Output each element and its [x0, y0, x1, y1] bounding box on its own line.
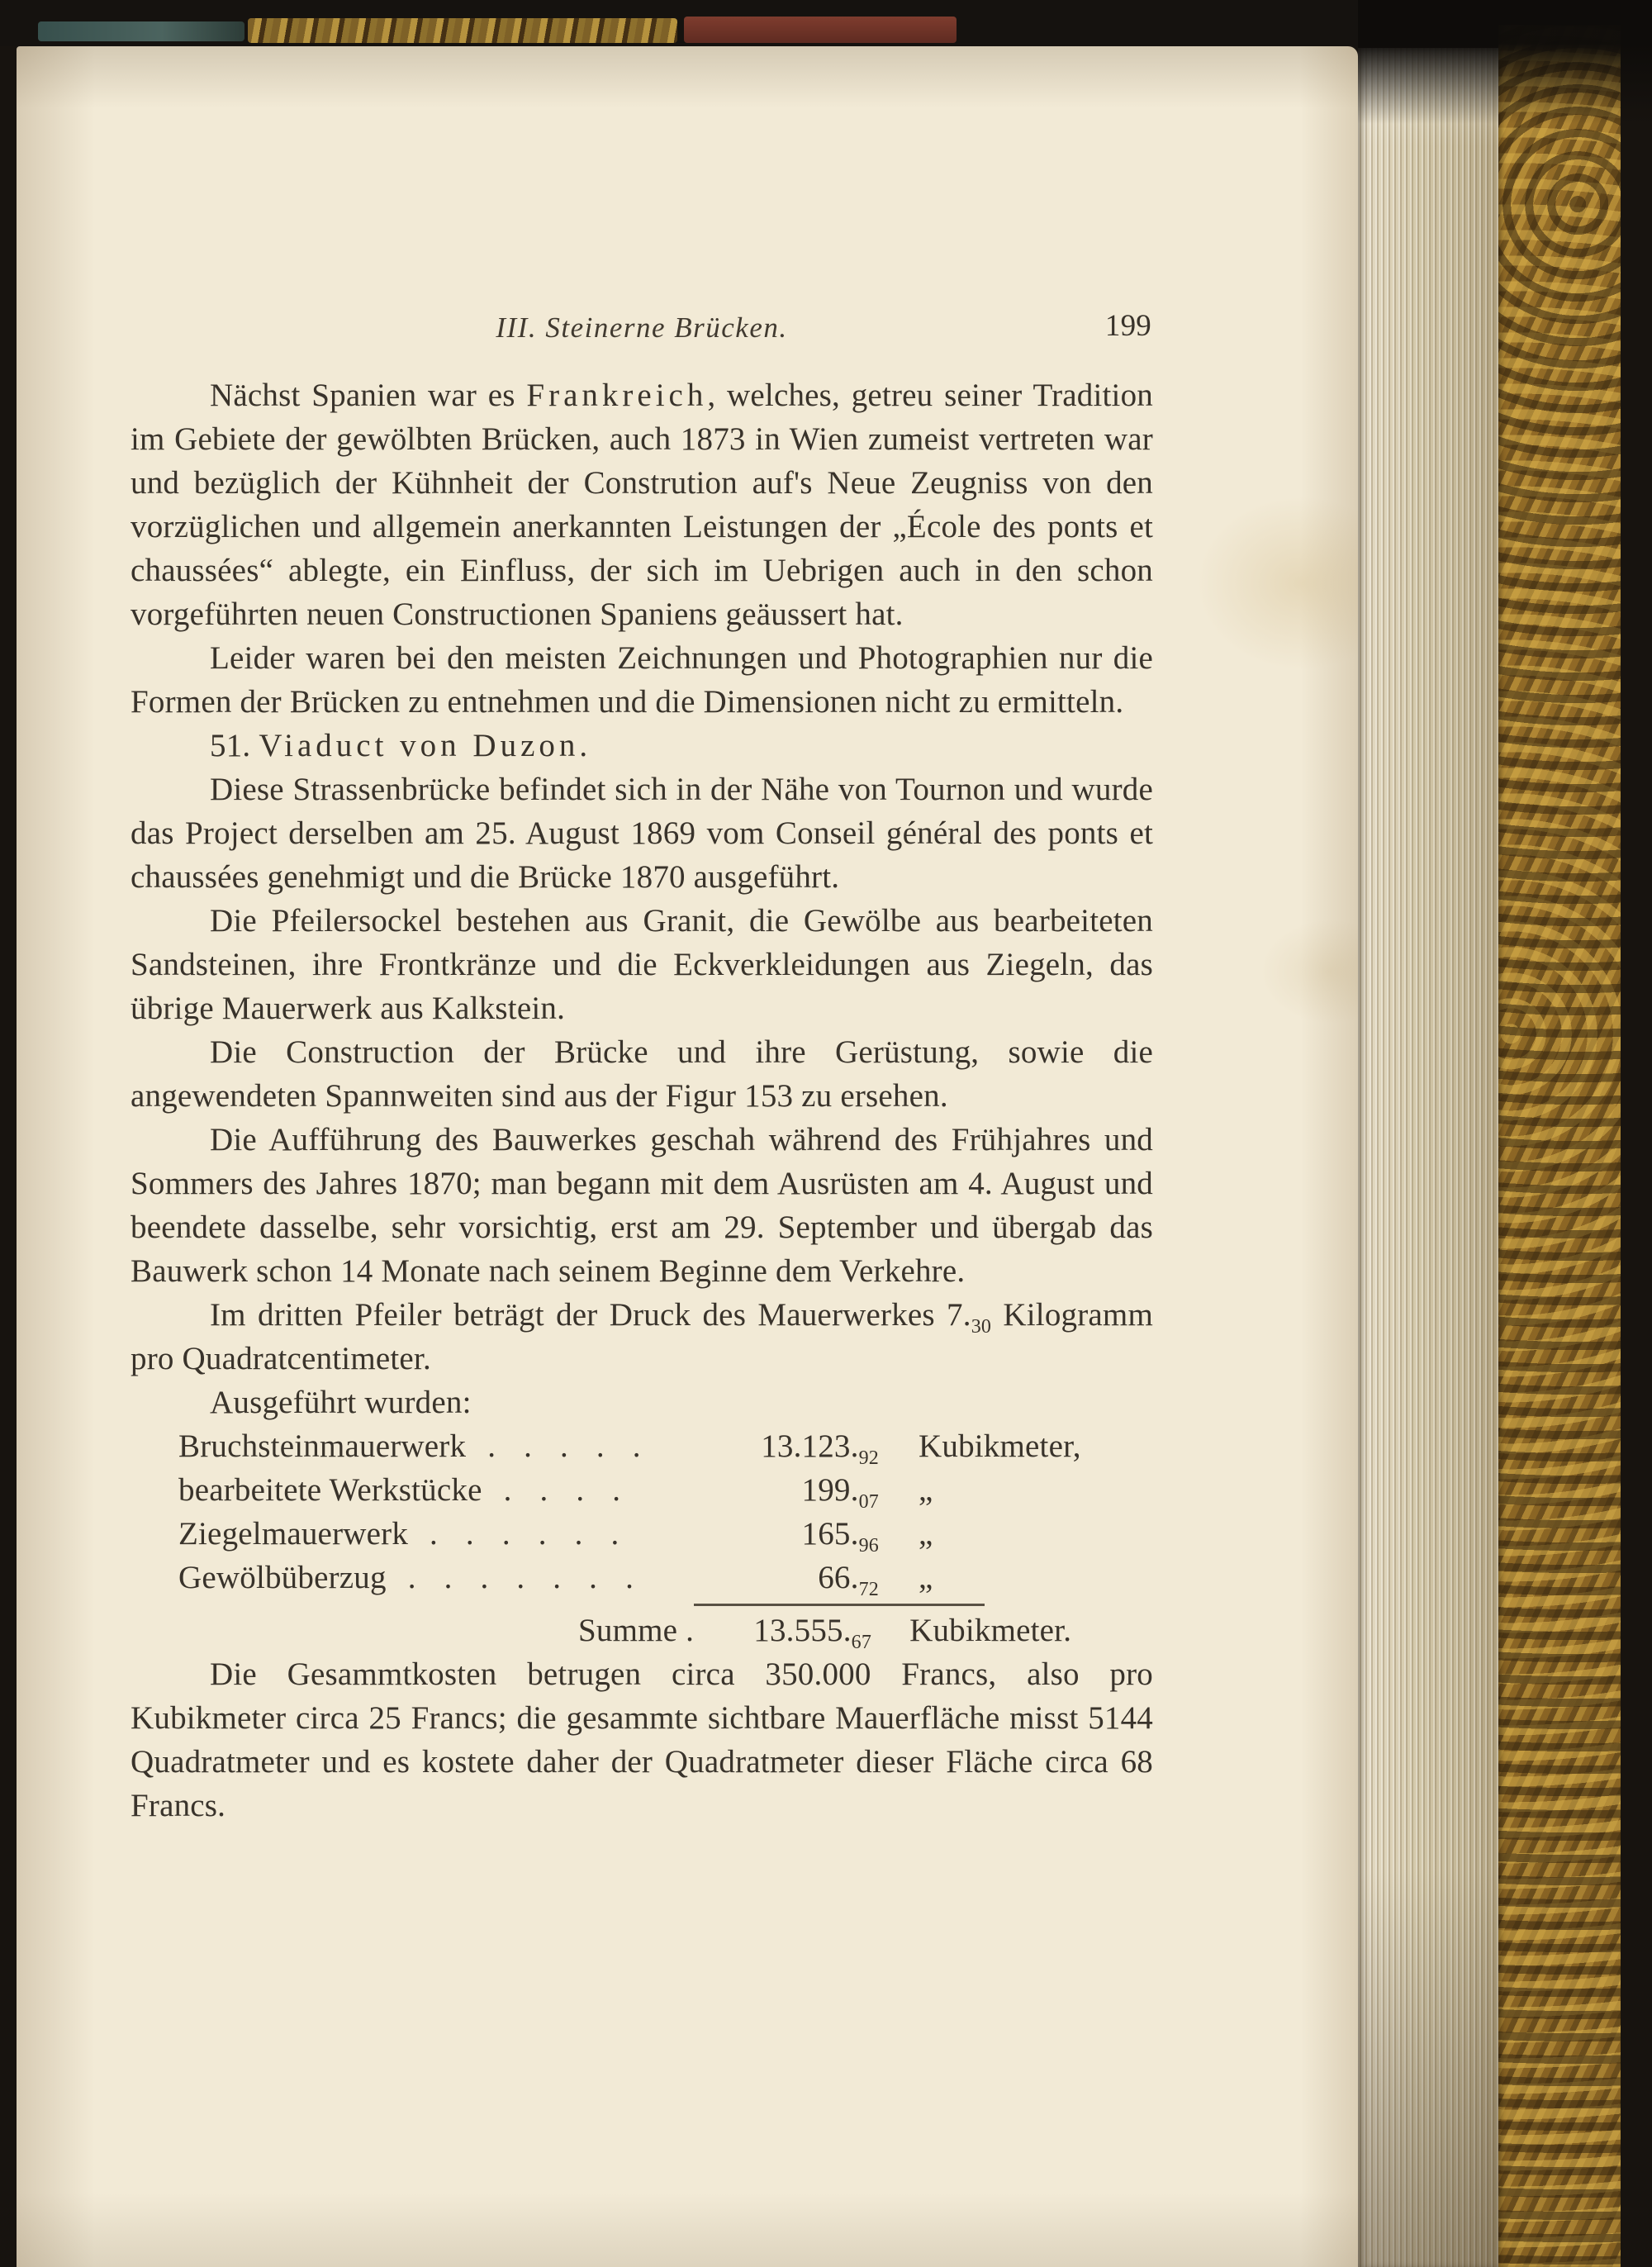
dot-leader: . . . . . .	[430, 1516, 620, 1552]
running-title: III. Steinerne Brücken.	[496, 311, 788, 344]
paragraph-1-post: , welches, getreu seiner Tradition im Gebiete der gewölbten Brücken, auch 1873 in Wien zumeist vertreten war und bezüglich der Kühnheit der Constrution auf's Neue Zeugniss von den vorzüglichen und allgemein anerkannten Leistungen der „École des ponts et chaussées“ ablegte, ein Einfluss, der sich im Uebrigen auch in den schon vorgeführten neuen Constructionen Spaniens geäussert hat.	[131, 378, 1153, 632]
paragraph-7-subscript: 30	[971, 1315, 992, 1338]
paragraph-2: Leider waren bei den meisten Zeichnungen und Photographien nur die Formen der Brücken zu entnehmen und die Dimensionen nicht zu ermitteln.	[131, 640, 1153, 720]
row-value	[710, 1424, 879, 1468]
row-label: Gewölbüberzug	[178, 1560, 387, 1595]
marbled-cover-edge	[1498, 25, 1621, 2267]
red-leather-cover-edge	[1621, 0, 1652, 2267]
dot-leader: . . . . . . .	[407, 1560, 634, 1595]
row-value	[710, 1512, 879, 1556]
table-row	[178, 1512, 1153, 1556]
row-label: bearbeitete Werkstücke	[178, 1472, 482, 1508]
page-stack-fore-edge	[1358, 48, 1498, 2267]
table-row	[178, 1468, 1153, 1512]
paragraph-3: Diese Strassenbrücke befindet sich in der Nähe von Tournon und wurde das Project derselben am 25. August 1869 vom Conseil général des ponts et chaussées genehmigt und die Brücke 1870 ausgeführt.	[131, 772, 1153, 895]
paragraph-5: Die Construction der Brücke und ihre Gerüstung, sowie die angewendeten Spannweiten sind aus der Figur 153 zu ersehen.	[131, 1034, 1153, 1114]
ausgefuehrt-line: Ausgeführt wurden:	[210, 1385, 472, 1420]
paragraph-7	[131, 1293, 1153, 1381]
dot-leader: . . . . .	[487, 1428, 641, 1464]
sum-value-subscript: 67	[851, 1631, 872, 1653]
paragraph-8: Die Gesammtkosten betrugen circa 350.000 Francs, also pro Kubikmeter circa 25 Francs; die gesammte sichtbare Mauerfläche misst 5144 Quadratmeter und es kostete daher der Quadratmeter dieser Fläche circa 68 Francs.	[131, 1656, 1153, 1823]
row-value-main: 165.	[801, 1516, 859, 1552]
dot-leader: . . . .	[503, 1472, 621, 1508]
sum-value	[694, 1609, 871, 1652]
row-value-subscript: 72	[858, 1578, 879, 1600]
paragraph-1	[131, 373, 1153, 636]
book-page	[17, 46, 1358, 2267]
shadow-top-right-corner	[1358, 0, 1652, 124]
sum-label: Summe .	[578, 1613, 695, 1648]
sum-unit: Kubikmeter.	[909, 1613, 1072, 1648]
row-unit-ditto: „	[919, 1472, 933, 1508]
row-label: Bruchsteinmauerwerk	[178, 1428, 467, 1464]
sum-row	[578, 1609, 1153, 1652]
heading-period: .	[579, 728, 588, 763]
heading-title: Viaduct von Duzon	[259, 728, 580, 763]
sum-value-main: 13.555.	[753, 1613, 852, 1648]
table-row	[178, 1424, 1153, 1468]
row-unit: Kubikmeter,	[919, 1428, 1081, 1464]
row-value-main: 66.	[818, 1560, 859, 1595]
page-number: 199	[1104, 309, 1151, 343]
book-top-edge-gold-marble	[248, 18, 677, 43]
row-value-subscript: 07	[858, 1490, 879, 1513]
book-top-edge-red-leather	[684, 17, 957, 43]
section-heading-51	[131, 724, 1153, 768]
sum-rule-line	[694, 1604, 985, 1606]
row-value	[710, 1468, 879, 1512]
row-value	[710, 1556, 879, 1599]
quantities-table	[131, 1424, 1153, 1652]
paragraph-7-pre: Im dritten Pfeiler beträgt der Druck des Mauerwerkes 7.	[210, 1297, 971, 1333]
row-unit-ditto: „	[919, 1516, 933, 1552]
row-unit-ditto: „	[919, 1560, 933, 1595]
row-label: Ziegelmauerwerk	[178, 1516, 409, 1552]
book-top-edge-blue-marble	[38, 21, 244, 41]
row-value-subscript: 92	[858, 1447, 879, 1469]
row-value-main: 13.123.	[761, 1428, 859, 1464]
paragraph-4: Die Pfeilersockel bestehen aus Granit, die Gewölbe aus bearbeiteten Sandsteinen, ihre Frontkränze und die Eckverkleidungen aus Ziegeln, das übrige Mauerwerk aus Kalkstein.	[131, 903, 1153, 1026]
row-value-main: 199.	[801, 1472, 859, 1508]
paragraph-1-emphasis: Frankreich	[526, 378, 708, 413]
paragraph-1-pre: Nächst Spanien war es	[210, 378, 527, 413]
page-header	[131, 306, 1153, 349]
text-block	[131, 306, 1153, 1827]
paragraph-7-post: Kilogramm pro Quadratcentimeter.	[131, 1297, 1153, 1376]
row-value-subscript: 96	[858, 1534, 879, 1556]
table-row	[178, 1556, 1153, 1599]
paragraph-6: Die Aufführung des Bauwerkes geschah während des Frühjahres und Sommers des Jahres 1870; man begann mit dem Ausrüsten am 4. August und beendete dasselbe, sehr vorsichtig, erst am 29. September und übergab das Bauwerk schon 14 Monate nach seinem Beginne dem Verkehre.	[131, 1122, 1153, 1289]
heading-number: 51.	[210, 728, 259, 763]
